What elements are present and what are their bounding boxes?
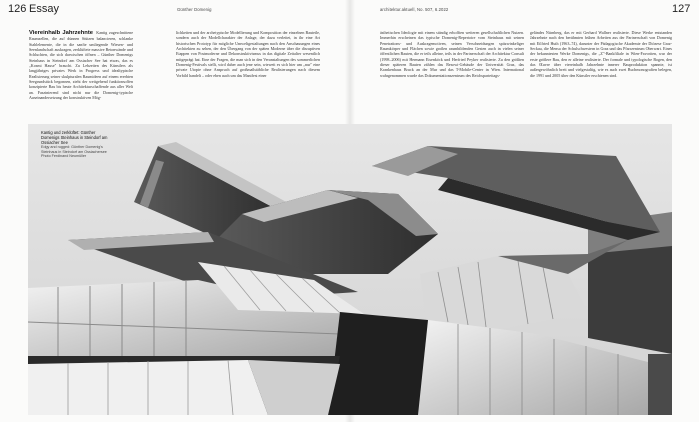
text-column-3 <box>380 30 524 78</box>
text-column-1 <box>29 30 133 100</box>
column-3-text: ästhetischen Ideologie mit einem ständig erhofften weiteren gesellschaftlichen Nutzen. Immerhin erscheinen das typische Domenig-Repertoire vom Steinhaus mit seinen Penetrations- und Auskragemotiven, seinen Verschneidungen spitzwinkeliger Raumkörper und Flächen sowie großen raumbildenden Gesten auch in vielen seiner öffentlichen Bauten, die er teils alleine, teils in der Partnerschaft der Architektur Consult (1998–2006) mit Hermann Eisenköck und Herfried Peyker realisierte. Zu den größten dieser späteren Bauten zählen das Resowi-Gebäude der Universität Graz, das Krankenhaus Bruck an der Mur und das T-Mobile-Center in Wien. International wahrgenommen wurde das Dokumentationszentrum des Reichsparteitags- <box>380 30 524 78</box>
author-header: Günther Domenig <box>177 7 212 12</box>
column-2-text: lichkeiten und der archetypische Modellierung und Komposition der einzelnen Bauteile, sondern auch der Modellcharakter der Anlage, der dazu verleitet, in ihr eine Art historischen Prototyp für mögliche Umweltgestaltungen nach den Anschauungen eines Architekten zu sehen, der den Übergang von der späten Moderne über die disruptiven Etappen von Postmoderne und Dekonstruktivismus in das digitale Zeitalter wesentlich mitgeprägt hat. Eine der Fragen, die man sich in den Veranstaltungen des sommerlichen Domenig-Festivals stellt, wird daher auch jene sein, wieweit es sich hier um „nur" eine private Utopie ohne Anspruch auf großmaßstäbliche Realisierungen nach diesem Vorbild handelt – oder eben auch um das Manifest einer <box>176 30 320 78</box>
left-page-number: 126 <box>8 3 27 15</box>
column-1-text: Kantig zugeschnittene Raumzellen, die auf dünnen Stützen balancieren, schlanke Stahlelemente, die in die sanfte umliegende Wiesen- und Seenlandschaft auskragen, zerklüftete massive Betonwände und Schluchten, die sich darwischen öffnen – Günther Domenigs Steinhaus in Steindorf am Ossiacher See hat etwas, das es „Kosmi Hause" braucht. Zu Lebzeiten des Künstlers als langjähriges privates Werk in Progress und idealtypische Realisierung seiner skulpturalen Raumideen auf einem ererbten Seegrundstück begonnen, zieht der weitgehend funktionsoffen konzipierte Bau bis heute Architekturschaffende aus aller Welt an. Faszinierend sind nicht nur die Domenig-typische Auseinandersetzung der konstruktiven Mög- <box>29 30 134 101</box>
photo-caption <box>41 131 111 158</box>
text-column-4 <box>530 30 672 78</box>
text-column-2 <box>176 30 320 78</box>
caption-credit: Photo Ferdinand Neumüller <box>41 153 87 158</box>
issue-header: architektur.aktuell, No. 507, 6.2022 <box>380 7 449 12</box>
caption-subtitle: Edgy and rugged: Günther Domenig's Steinhaus in Steindorf am Ossiachersee <box>41 145 107 154</box>
right-page-number: 127 <box>672 3 691 15</box>
section-label: Essay <box>29 3 59 15</box>
steinhaus-photo <box>28 124 672 415</box>
column-4-text: geländes Nürnberg, das er mit Gerhard Wallner realisierte. Diese Werke entstanden Jahrzehnte nach den berühmten frühen Arbeiten aus der Partnerschaft von Domenig mit Eilfried Huth (1963–74), darunter der Pädagogische Akademie der Diözese Graz-Seckau, die Mensa der Schulschwestern in Graz und das Pfarrzentrum Oberwart. Eines der bekanntesten Werke Domenigs, die „Z"-Bankfiliale in Wien-Favoriten, war der erste größere Bau, den er alleine realisierte. Der formale und typologische Bogen, den das Œuvre über viereinhalb Jahrzehnte innerer Bauproduktion spannte, ist außergewöhnlich breit und vielgestaltig, wie es auch zwei Buchmonografien belegen, die 1991 und 2005 über den Künstler erschienen sind. <box>530 30 672 78</box>
article-heading: Viereinhalb Jahrzehnte <box>29 30 93 36</box>
caption-title: Kantig und zerklüftet: Günther Domenigs Steinhaus in Steindorf am Ossiacher See <box>41 130 108 145</box>
